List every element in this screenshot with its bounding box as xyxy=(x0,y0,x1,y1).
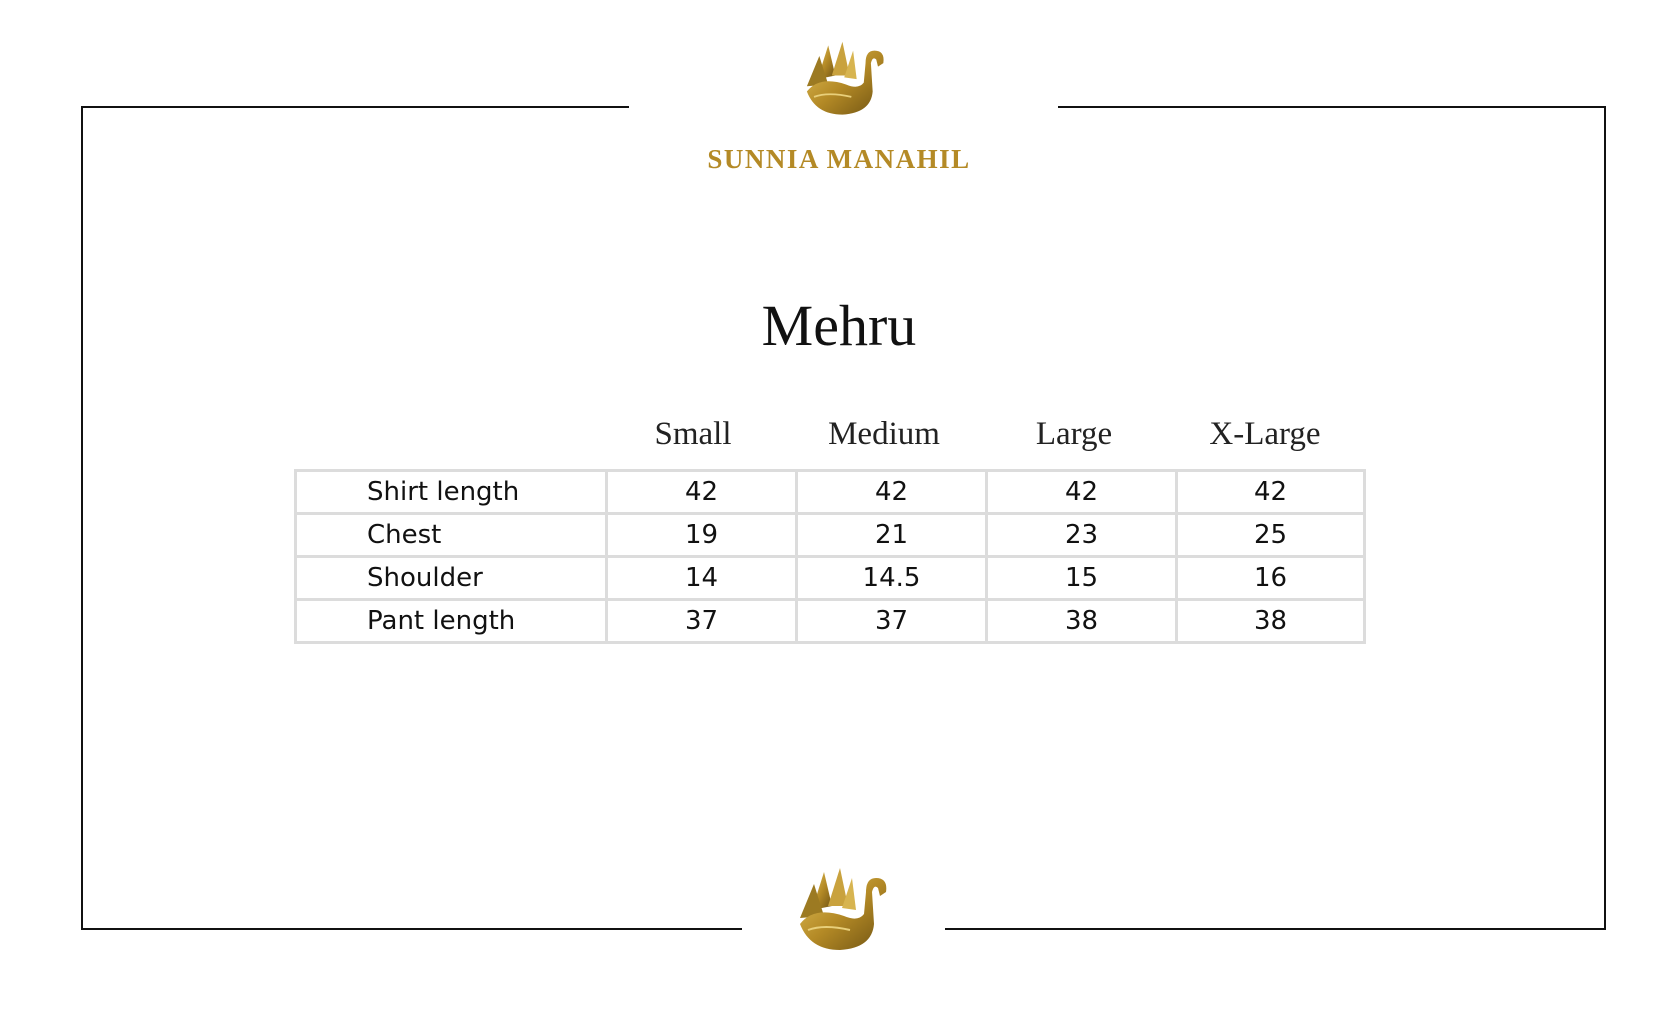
row-label: Shirt length xyxy=(296,471,607,514)
size-header-small: Small xyxy=(654,416,732,452)
frame-right-line xyxy=(1604,106,1606,930)
row-label: Chest xyxy=(296,514,607,557)
table-cell: 38 xyxy=(1177,600,1365,643)
table-cell: 14 xyxy=(607,557,797,600)
row-label: Shoulder xyxy=(296,557,607,600)
table-row xyxy=(296,557,1365,600)
row-label: Pant length xyxy=(296,600,607,643)
frame-left-line xyxy=(81,106,83,930)
golden-swan-icon xyxy=(800,40,892,120)
table-cell: 42 xyxy=(607,471,797,514)
size-header-x-large: X-Large xyxy=(1209,416,1321,452)
table-cell: 21 xyxy=(797,514,987,557)
frame-bottom-right-line xyxy=(945,928,1606,930)
brand-name: SUNNIA MANAHIL xyxy=(707,144,971,174)
table-row xyxy=(296,514,1365,557)
table-cell: 42 xyxy=(987,471,1177,514)
table-row xyxy=(296,471,1365,514)
product-title: Mehru xyxy=(761,293,917,358)
frame-top-left-line xyxy=(81,106,629,108)
frame-top-right-line xyxy=(1058,106,1606,108)
table-cell: 37 xyxy=(607,600,797,643)
golden-swan-icon xyxy=(793,866,895,956)
frame-bottom-left-line xyxy=(81,928,742,930)
table-cell: 38 xyxy=(987,600,1177,643)
size-header-large: Large xyxy=(1035,416,1113,452)
table-row xyxy=(296,600,1365,643)
table-cell: 19 xyxy=(607,514,797,557)
table-cell: 37 xyxy=(797,600,987,643)
table-cell: 42 xyxy=(1177,471,1365,514)
size-chart-table xyxy=(294,469,1366,644)
table-cell: 25 xyxy=(1177,514,1365,557)
table-cell: 42 xyxy=(797,471,987,514)
table-cell: 14.5 xyxy=(797,557,987,600)
table-cell: 23 xyxy=(987,514,1177,557)
table-cell: 16 xyxy=(1177,557,1365,600)
size-header-medium: Medium xyxy=(828,416,940,452)
table-cell: 15 xyxy=(987,557,1177,600)
